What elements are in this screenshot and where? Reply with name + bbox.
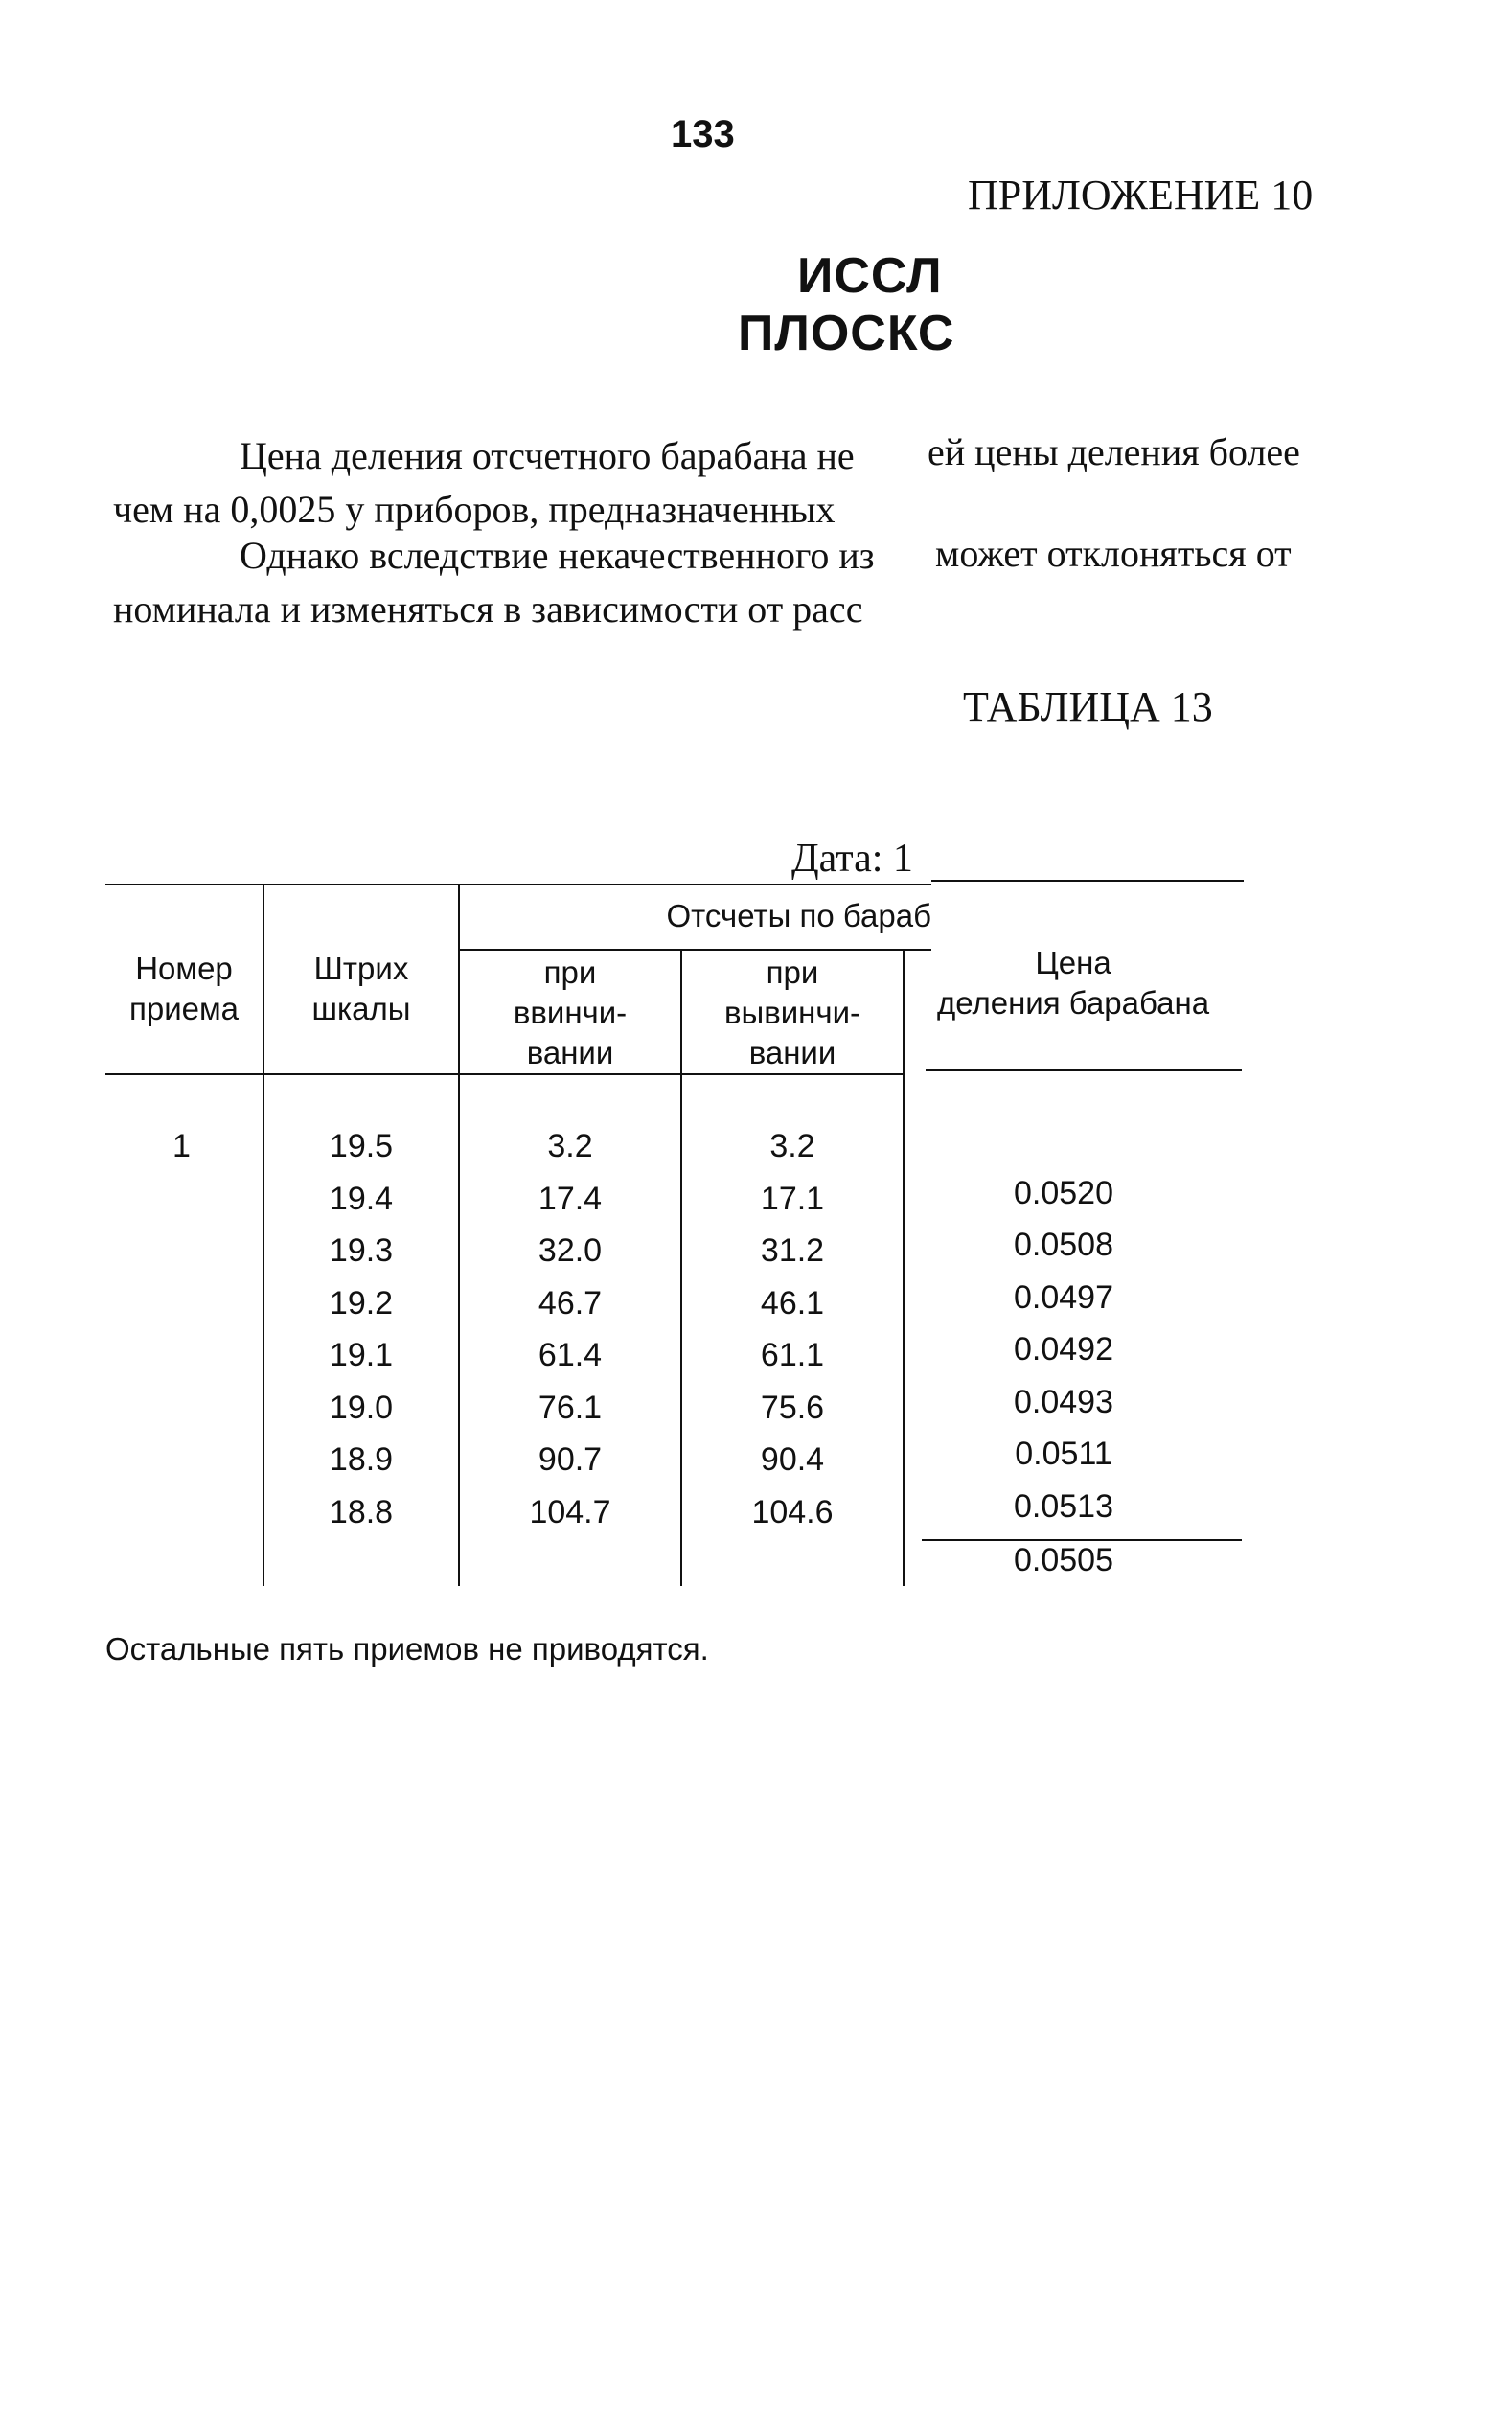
screw-in-cell: 17.4 — [538, 1181, 603, 1217]
paragraph2-part-a: Однако вследствие некачественного из — [240, 534, 875, 577]
table-top-rule — [105, 884, 931, 886]
screw-out-cell: 3.2 — [769, 1128, 815, 1164]
header-price-line-2: деления барабана — [936, 985, 1210, 1021]
price-cell: 0.0492 — [1014, 1331, 1113, 1368]
paragraph1-part-a: Цена деления отсчетного барабана не — [240, 434, 855, 477]
screw-out-cell: 31.2 — [760, 1232, 825, 1269]
price-header-rule — [926, 1070, 1242, 1071]
header-screw-out-line-1: при — [766, 954, 819, 990]
header-screw-out-line-2: вывинчи- — [723, 995, 861, 1030]
screw-in-cell: 46.7 — [538, 1285, 603, 1322]
stroke-cell: 19.4 — [329, 1181, 394, 1217]
header-screw-in — [460, 953, 680, 1073]
header-screw-out-line-3: вании — [748, 1035, 836, 1070]
price-cell: 0.0511 — [1015, 1436, 1112, 1472]
page-number: 133 — [671, 113, 735, 155]
average-price: 0.0505 — [1014, 1542, 1113, 1578]
title-line-2: ПЛОСКС — [738, 306, 955, 361]
stroke-cell: 19.2 — [329, 1285, 394, 1322]
header-number-line-2: приема — [128, 991, 240, 1026]
screw-out-cell: 61.1 — [760, 1337, 825, 1373]
header-screw-in-line-2: ввинчи- — [513, 995, 628, 1030]
paragraph2-part-b: может отклоняться от — [935, 532, 1292, 575]
stroke-cell: 19.0 — [329, 1390, 394, 1426]
screw-in-cell: 3.2 — [547, 1128, 593, 1164]
screw-out-cell: 46.1 — [760, 1285, 825, 1322]
header-number — [105, 949, 263, 1029]
price-cell: 0.0520 — [1014, 1175, 1113, 1211]
col-divider-4 — [903, 949, 905, 1586]
footnote: Остальные пять приемов не приводятся. — [105, 1631, 709, 1667]
price-cell: 0.0493 — [1014, 1384, 1113, 1420]
header-stroke-line-1: Штрих — [313, 951, 409, 986]
table-label: ТАБЛИЦА 13 — [963, 683, 1213, 730]
price-cell: 0.0497 — [1014, 1279, 1113, 1316]
stroke-cell: 19.3 — [329, 1232, 394, 1269]
paragraph1-part-b: ей цены деления более — [928, 430, 1300, 473]
header-screw-in-line-3: вании — [526, 1035, 614, 1070]
header-bottom-rule — [105, 1073, 905, 1075]
header-number-line-1: Номер — [135, 951, 233, 986]
paragraph1-part-c: чем на 0,0025 у приборов, предназначенных — [113, 488, 836, 531]
price-cell: 0.0513 — [1014, 1488, 1113, 1525]
screw-out-cell: 104.6 — [751, 1494, 834, 1530]
stroke-cell: 19.1 — [329, 1337, 394, 1373]
stroke-cell: 19.5 — [329, 1128, 394, 1164]
screw-in-cell: 61.4 — [538, 1337, 603, 1373]
date-label: Дата: 1 — [791, 837, 913, 881]
header-price — [905, 943, 1242, 1024]
title-line-1: ИССЛ — [797, 248, 943, 304]
screw-in-cell: 104.7 — [529, 1494, 611, 1530]
appendix-label: ПРИЛОЖЕНИЕ 10 — [968, 172, 1314, 218]
header-screw-out — [682, 953, 903, 1073]
screw-out-cell: 75.6 — [760, 1390, 825, 1426]
screw-in-cell: 76.1 — [538, 1390, 603, 1426]
header-price-line-1: Цена — [1035, 945, 1111, 980]
date-underline — [931, 880, 1244, 882]
screw-in-cell: 32.0 — [538, 1232, 603, 1269]
header-screw-in-line-1: при — [543, 954, 597, 990]
group-header-rule — [460, 949, 931, 951]
screw-out-cell: 17.1 — [760, 1181, 825, 1217]
stroke-cell: 18.8 — [329, 1494, 394, 1530]
reception-number: 1 — [172, 1128, 191, 1164]
header-stroke — [264, 949, 458, 1029]
header-group: Отсчеты по бараб — [666, 898, 931, 933]
stroke-cell: 18.9 — [329, 1441, 394, 1478]
screw-out-cell: 90.4 — [760, 1441, 825, 1478]
price-cell: 0.0508 — [1014, 1227, 1113, 1263]
header-stroke-line-2: шкалы — [311, 991, 411, 1026]
paragraph2-part-c: номинала и изменяться в зависимости от расс — [113, 587, 863, 631]
screw-in-cell: 90.7 — [538, 1441, 603, 1478]
